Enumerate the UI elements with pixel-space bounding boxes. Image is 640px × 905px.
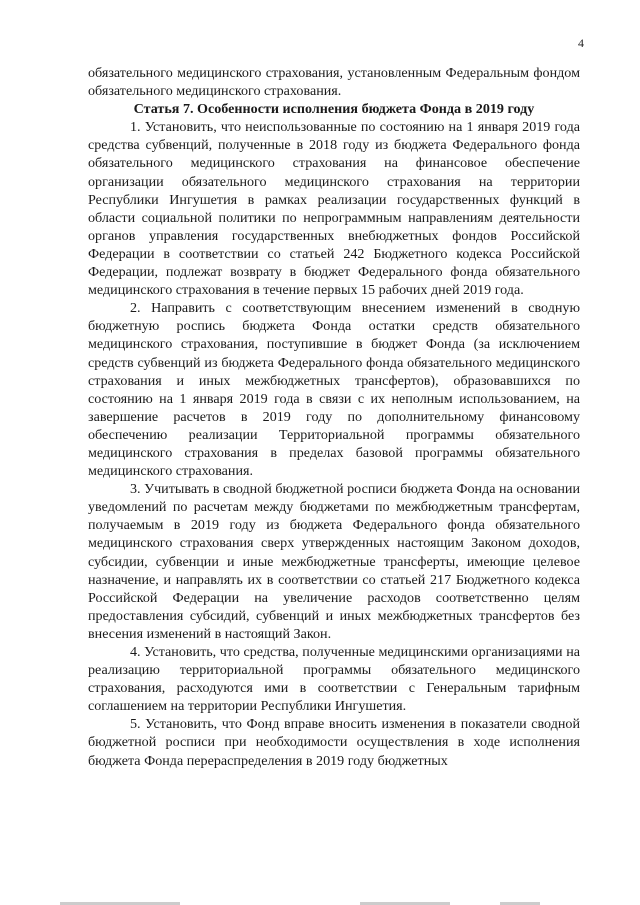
intro-paragraph: обязательного медицинского страхования, установленным Федеральным фондом обязательного медицинского страхования.: [88, 65, 580, 100]
document-body: [88, 64, 580, 770]
paragraph-4: 4. Установить, что средства, полученные медицинскими организациями на реализацию территориальной программы обязательного медицинского страхования, расходуются ими в соответствии с Генеральным тарифным соглашением на территории Республики Ингушетия.: [88, 644, 580, 715]
page-number: 4: [578, 36, 584, 50]
paragraph-5: 5. Установить, что Фонд вправе вносить изменения в показатели сводной бюджетной росписи при необходимости осуществления в ходе исполнения бюджета Фонда перераспределения в 2019 году бюджетных: [88, 716, 580, 769]
paragraph-3: 3. Учитывать в сводной бюджетной росписи бюджета Фонда на основании уведомлений по расчетам между бюджетами по межбюджетным трансфертам, получаемым в 2019 году из бюджета Федерального фонда обязательного медицинского страхования сверх утвержденных настоящим Законом доходов, субсидии, субвенции и иные межбюджетные трансферты, имеющие целевое назначение, и направлять их в соответствии со статьей 217 Бюджетного кодекса Российской Федерации на увеличение расходов соответственно целям предоставления субсидий, субвенций и иных межбюджетных трансфертов без внесения изменений в настоящий Закон.: [88, 481, 580, 642]
paragraph-1: 1. Установить, что неиспользованные по состоянию на 1 января 2019 года средства субвенций, полученные в 2018 году из бюджета Федерального фонда обязательного медицинского страхования на финансовое обеспечение организации обязательного медицинского страхования на территории Республики Ингушетия в рамках реализации государственных функций в области социальной политики по непрограммным направлениям деятельности органов управления государственных внебюджетных фондов Российской Федерации в соответствии со статьей 242 Бюджетного кодекса Российской Федерации, подлежат возврату в бюджет Федерального фонда обязательного медицинского страхования в течение первых 15 рабочих дней 2019 года.: [88, 119, 580, 299]
article-heading: Статья 7. Особенности исполнения бюджета Фонда в 2019 году: [133, 101, 535, 118]
paragraph-2: 2. Направить с соответствующим внесением изменений в сводную бюджетную роспись бюджета Фонда остатки средств обязательного медицинского страхования, поступившие в бюджет Фонда (за исключением средств субвенций из бюджета Федерального фонда обязательного медицинского страхования и иных межбюджетных трансфертов), образовавшихся по состоянию на 1 января 2019 года в связи с их неполным использованием, на завершение расчетов в 2019 году по дополнительному финансовому обеспечению реализации Территориальной программы обязательного медицинского страхования в пределах базовой программы обязательного медицинского страхования.: [88, 300, 580, 480]
